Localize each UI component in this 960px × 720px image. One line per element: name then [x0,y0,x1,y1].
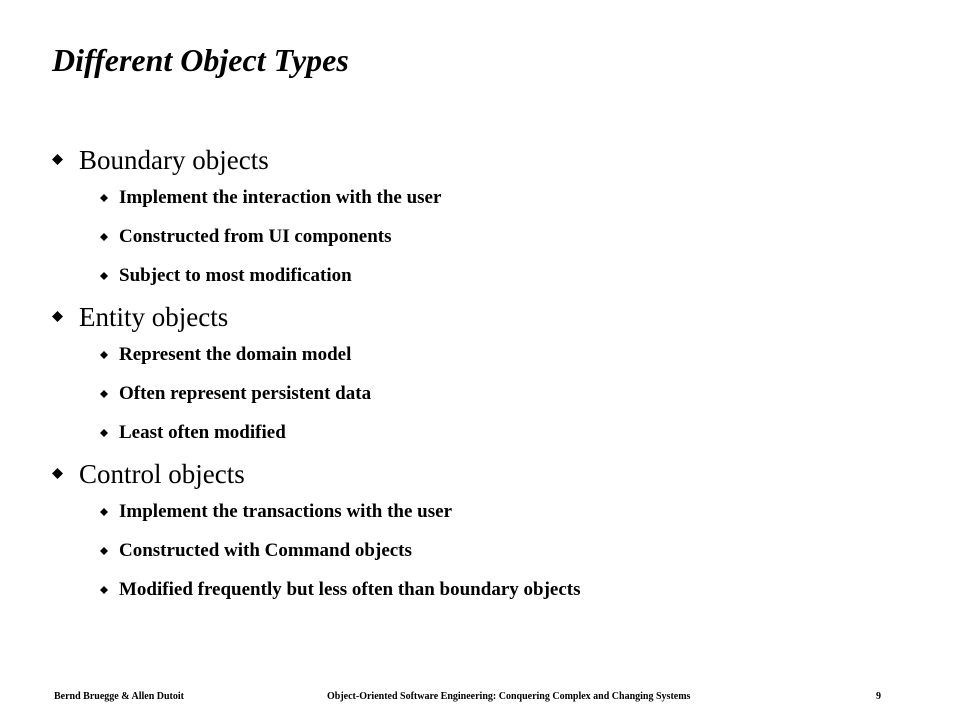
sub-bullet-text: Modified frequently but less often than boundary objects [119,579,581,600]
diamond-icon [52,311,63,322]
diamond-icon [100,194,108,202]
sub-bullet-text: Often represent persistent data [119,383,372,404]
sub-bullet-text: Least often modified [119,422,286,443]
sub-bullet [0,379,960,409]
slide-footer [0,690,960,704]
page-number: 9 [876,691,881,702]
diamond-icon [100,547,108,555]
slide-title: Different Object Types [52,42,349,78]
section-heading: Control objects [79,459,245,489]
section-control-objects [0,455,960,493]
sub-bullet-text: Represent the domain model [119,344,352,365]
section-boundary-objects [0,141,960,179]
diamond-icon [52,468,63,479]
bullet-list [0,141,960,605]
sub-bullet-text: Implement the transactions with the user [119,501,453,522]
diamond-icon [100,508,108,516]
section-heading: Entity objects [79,302,229,332]
diamond-icon [52,154,63,165]
sub-bullet-text: Implement the interaction with the user [119,187,442,208]
sub-bullet [0,418,960,448]
footer-book-title: Object-Oriented Software Engineering: Conquering Complex and Changing Systems [327,691,691,702]
sub-bullet-text: Constructed from UI components [119,226,392,247]
section-heading: Boundary objects [79,145,269,175]
sub-bullet [0,261,960,291]
diamond-icon [100,429,108,437]
footer-authors: Bernd Bruegge & Allen Dutoit [54,691,184,702]
diamond-icon [100,390,108,398]
diamond-icon [100,272,108,280]
sub-bullet [0,536,960,566]
sub-bullet [0,222,960,252]
sub-bullet-text: Subject to most modification [119,265,352,286]
sub-bullet [0,340,960,370]
sub-bullet [0,183,960,213]
sub-bullet-text: Constructed with Command objects [119,540,412,561]
diamond-icon [100,233,108,241]
sub-bullet [0,575,960,605]
sub-bullet [0,497,960,527]
section-entity-objects [0,298,960,336]
diamond-icon [100,586,108,594]
diamond-icon [100,351,108,359]
